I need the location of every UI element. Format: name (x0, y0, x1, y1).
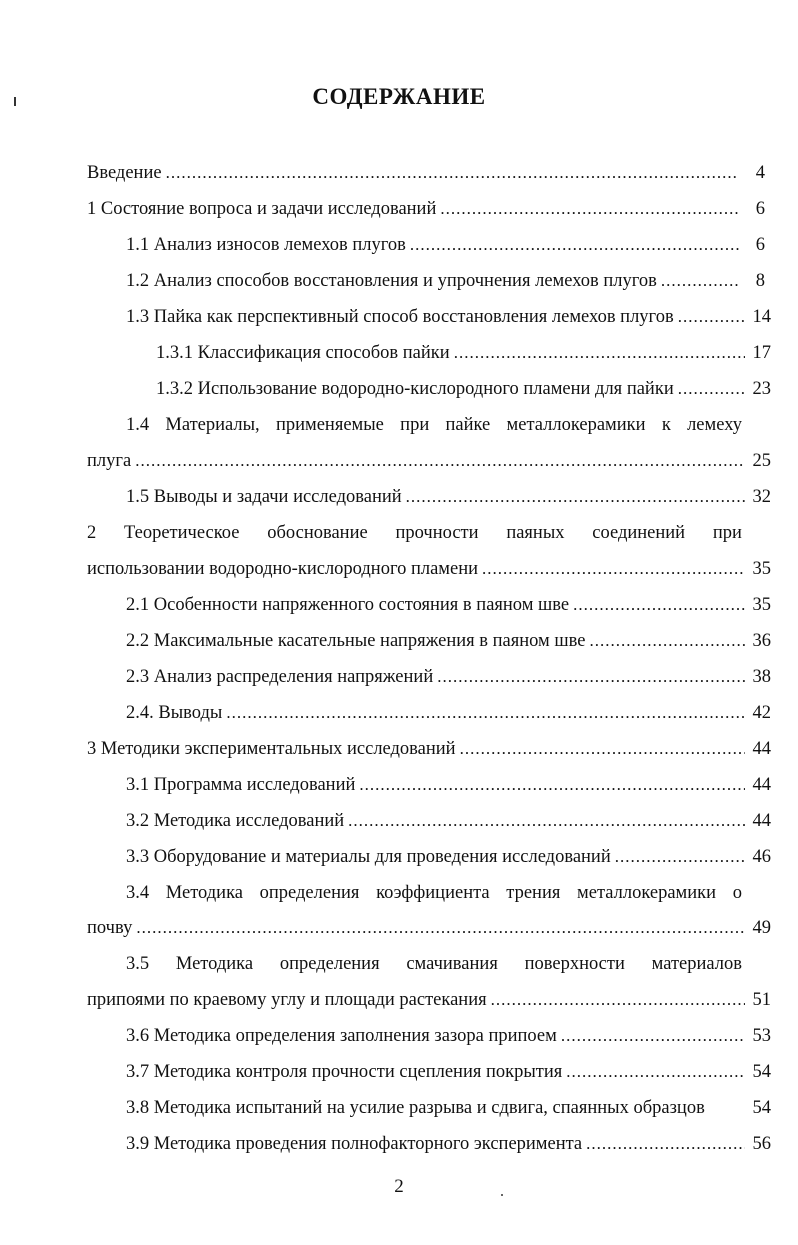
toc-entry-label: 1.3.2 Использование водородно-кислородного пламени для пайки (156, 378, 674, 399)
toc-word: Теоретическое (124, 522, 240, 543)
toc-entry-2-2[interactable] (126, 623, 771, 659)
toc-leader (226, 703, 745, 723)
toc-word: определения (259, 882, 360, 903)
toc-word: Методика (175, 953, 254, 974)
toc-entry-label: 3.9 Методика проведения полнофакторного эксперимента (126, 1133, 583, 1154)
toc-word: при (400, 414, 430, 435)
toc-entry-1-3-2[interactable] (156, 371, 771, 407)
toc-page: 14 (752, 306, 771, 327)
toc-page: 54 (752, 1097, 771, 1118)
toc-entry-label: 3.7 Методика контроля прочности сцепления покрытия (126, 1061, 563, 1082)
toc-entry-3-7[interactable] (126, 1054, 771, 1090)
toc-page: 6 (755, 198, 765, 219)
toc-leader (586, 1134, 745, 1154)
toc-entry-label: использовании водородно-кислородного пламени (87, 558, 479, 579)
toc-entry-1-5[interactable] (126, 479, 771, 515)
toc-entry-label: 3 Методики экспериментальных исследований (87, 738, 456, 759)
toc-entry-2-1[interactable] (126, 587, 771, 623)
toc-entry-label: 3.3 Оборудование и материалы для проведения исследований (126, 846, 611, 867)
toc-entry-1-1[interactable] (126, 227, 765, 263)
toc-leader (482, 559, 745, 579)
toc-leader (410, 235, 739, 255)
toc-leader (136, 918, 745, 938)
toc-leader (437, 667, 745, 687)
toc-page: 44 (752, 774, 771, 795)
toc-entry-label: 3.6 Методика определения заполнения зазора припоем (126, 1025, 557, 1046)
toc-entry-label: 1.2 Анализ способов восстановления и упрочнения лемехов плугов (126, 270, 657, 291)
toc-entry-chapter-2-line2[interactable] (87, 551, 771, 587)
toc-page: 44 (752, 810, 771, 831)
toc-word: при (712, 522, 742, 543)
toc-entry-label: 1.3 Пайка как перспективный способ восстановления лемехов плугов (126, 306, 674, 327)
toc-entry-2-4[interactable] (126, 695, 771, 731)
toc-word: металлокерамики (577, 882, 717, 903)
toc-word: поверхности (524, 953, 625, 974)
toc-leader (460, 739, 745, 759)
toc-word: обоснование (267, 522, 368, 543)
toc-page: 38 (752, 666, 771, 687)
toc-entry-label: 3.1 Программа исследований (126, 774, 356, 795)
toc-page: 8 (755, 270, 765, 291)
toc-page: 51 (752, 989, 771, 1010)
page-title: СОДЕРЖАНИЕ (312, 84, 486, 109)
toc-word: паяных (506, 522, 565, 543)
toc-leader (678, 379, 745, 399)
toc-word: Материалы, (165, 414, 260, 435)
toc-entry-label: 2.4. Выводы (126, 702, 223, 723)
toc-word: пайке (445, 414, 491, 435)
toc-leader (589, 631, 745, 651)
toc-leader (135, 451, 745, 471)
toc-word: соединений (592, 522, 686, 543)
toc-entry-1-2[interactable] (126, 263, 765, 299)
toc-word: прочности (395, 522, 479, 543)
toc-entry-3-4-line2[interactable] (87, 910, 771, 946)
toc-entry-2-3[interactable] (126, 659, 771, 695)
toc-entry-label: 3.8 Методика испытаний на усилие разрыва и сдвига, спаянных образцов (126, 1097, 705, 1118)
toc-entry-label: припоями по краевому углу и площади растекания (87, 989, 487, 1010)
toc-page: 6 (755, 234, 765, 255)
toc-page: 23 (752, 378, 771, 399)
toc-word: металлокерамики (506, 414, 646, 435)
toc-entry-3-5-line1[interactable] (126, 946, 742, 982)
toc-page: 35 (752, 558, 771, 579)
toc-entry-3-4-line1[interactable] (126, 875, 742, 911)
toc-entry-label: почву (87, 917, 133, 938)
toc-page: 4 (755, 162, 765, 183)
toc-entry-3-5-line2[interactable] (87, 982, 771, 1018)
toc-entry-1-3-1[interactable] (156, 335, 771, 371)
toc-leader (359, 775, 745, 795)
toc-word: Методика (165, 882, 243, 903)
toc-entry-label: плуга (87, 450, 132, 471)
toc-word: 2 (87, 522, 97, 543)
toc-entry-introduction[interactable] (87, 155, 765, 191)
toc-page: 53 (752, 1025, 771, 1046)
toc-leader (166, 163, 739, 183)
toc-entry-1-3[interactable] (126, 299, 771, 335)
toc-entry-chapter-2-line1[interactable] (87, 515, 742, 551)
toc-leader (615, 847, 745, 867)
toc-leader (348, 811, 745, 831)
toc-word: 3.5 (126, 953, 150, 974)
toc-word: применяемые (275, 414, 384, 435)
toc-entry-label: Введение (87, 162, 162, 183)
toc-entry-label: 1.5 Выводы и задачи исследований (126, 486, 402, 507)
toc-page: 46 (752, 846, 771, 867)
toc-word: к (661, 414, 671, 435)
toc-word: материалов (651, 953, 742, 974)
toc-leader (561, 1026, 745, 1046)
toc-leader (491, 990, 745, 1010)
page-number: 2 (394, 1176, 404, 1197)
toc-word: трения (506, 882, 561, 903)
toc-word: о (732, 882, 742, 903)
toc-word: определения (279, 953, 380, 974)
toc-page: 44 (752, 738, 771, 759)
toc-entry-label: 2.2 Максимальные касательные напряжения в паяном шве (126, 630, 586, 651)
toc-page: 49 (752, 917, 771, 938)
toc-entry-1-4-line2[interactable] (87, 443, 771, 479)
toc-page: 56 (752, 1133, 771, 1154)
toc-entry-label: 1 Состояние вопроса и задачи исследований (87, 198, 437, 219)
scan-speck (501, 1194, 503, 1196)
toc-leader (440, 199, 739, 219)
toc-word: смачивания (406, 953, 498, 974)
toc-page: 42 (752, 702, 771, 723)
toc-entry-3-9[interactable] (126, 1126, 771, 1162)
toc-page: 17 (752, 342, 771, 363)
toc-page: 32 (752, 486, 771, 507)
toc-entry-label: 1.1 Анализ износов лемехов плугов (126, 234, 406, 255)
toc-word: лемеху (687, 414, 742, 435)
toc-entry-chapter-3[interactable] (87, 731, 771, 767)
toc-entry-label: 3.2 Методика исследований (126, 810, 345, 831)
toc-leader (678, 307, 745, 327)
toc-entry-label: 1.3.1 Классификация способов пайки (156, 342, 450, 363)
toc-page: 35 (752, 594, 771, 615)
toc-page: 36 (752, 630, 771, 651)
toc-leader (406, 487, 745, 507)
toc-entry-1-4-line1[interactable] (126, 407, 742, 443)
toc-entry-3-6[interactable] (126, 1018, 771, 1054)
toc-entry-3-1[interactable] (126, 767, 771, 803)
toc-entry-3-3[interactable] (126, 839, 771, 875)
toc-entry-3-8[interactable] (126, 1090, 771, 1126)
toc-leader (661, 271, 739, 291)
toc-entry-label: 2.1 Особенности напряженного состояния в паяном шве (126, 594, 570, 615)
toc-entry-3-2[interactable] (126, 803, 771, 839)
toc-entry-label: 2.3 Анализ распределения напряжений (126, 666, 434, 687)
toc-word: 1.4 (126, 414, 150, 435)
toc-page: 54 (752, 1061, 771, 1082)
toc-word: коэффициента (376, 882, 490, 903)
toc-entry-chapter-1[interactable] (87, 191, 765, 227)
toc-leader (573, 595, 745, 615)
toc-leader (454, 343, 745, 363)
toc-page: 25 (752, 450, 771, 471)
toc-leader (566, 1062, 745, 1082)
toc-word: 3.4 (126, 882, 150, 903)
